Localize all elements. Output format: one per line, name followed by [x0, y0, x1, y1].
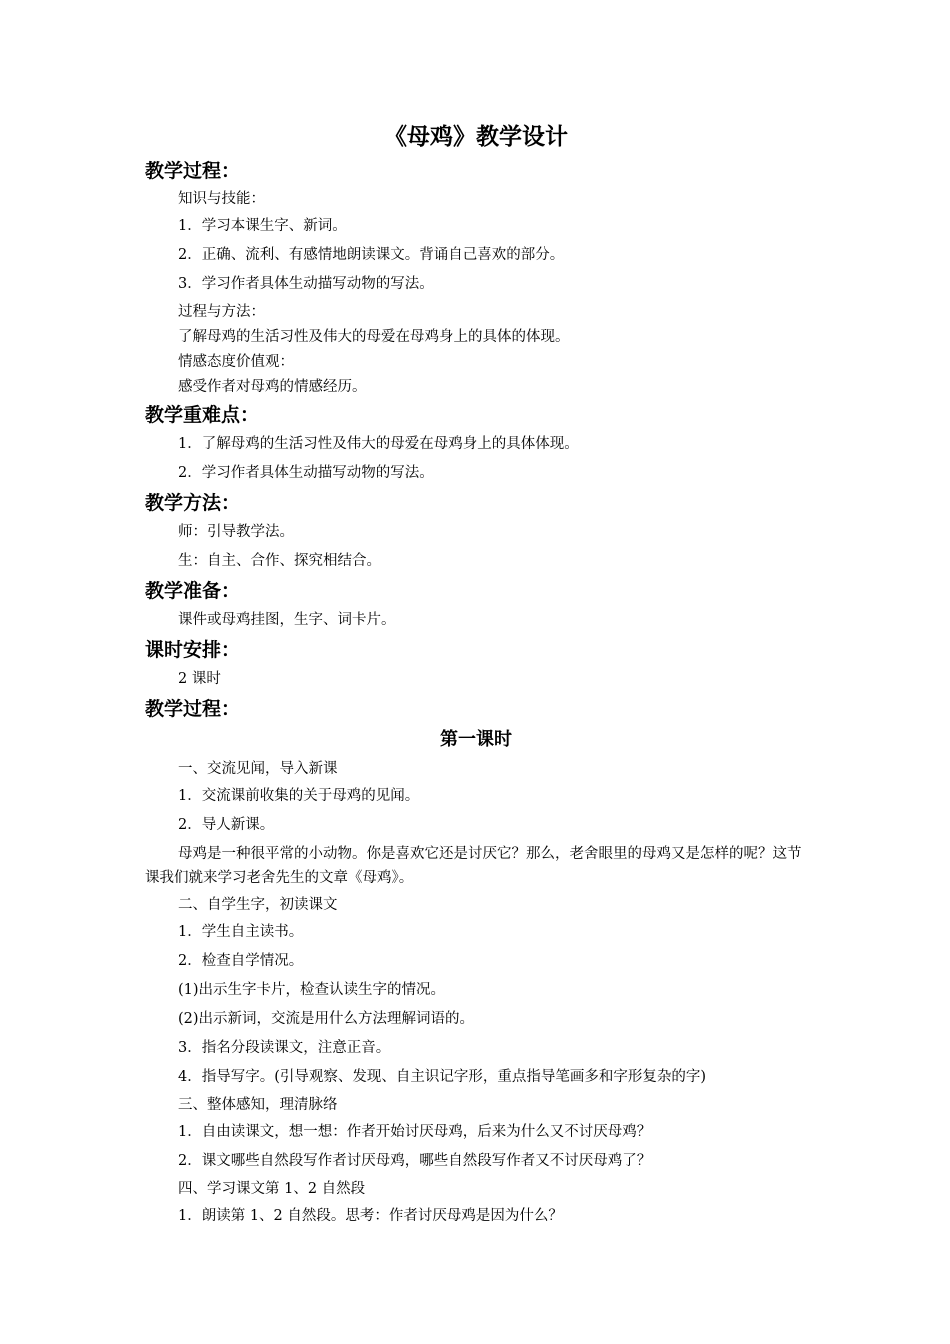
list-item: 3．指名分段读课文，注意正音。 [178, 1040, 391, 1056]
document-title: 《母鸡》教学设计 [384, 123, 568, 150]
list-item: 1．朗读第 1、2 自然段。思考：作者讨厌母鸡是因为什么？ [178, 1208, 563, 1224]
list-item: 2．导人新课。 [178, 817, 275, 833]
schedule-text: 2 课时 [178, 671, 221, 687]
emotion-label: 情感态度价值观： [178, 354, 294, 370]
section-heading-process-2: 教学过程： [145, 698, 241, 720]
list-item: 2．课文哪些自然段写作者讨厌母鸡，哪些自然段写作者又不讨厌母鸡了？ [178, 1153, 652, 1169]
list-item: (1)出示生字卡片，检查认读生字的情况。 [178, 982, 446, 998]
section-heading-key-points: 教学重难点： [145, 404, 260, 426]
part-heading: 二、自学生字，初读课文 [178, 897, 338, 913]
lesson-title: 第一课时 [440, 729, 512, 750]
list-item: 2．检查自学情况。 [178, 953, 304, 969]
list-item: 1．交流课前收集的关于母鸡的见闻。 [178, 788, 420, 804]
section-heading-methods: 教学方法： [145, 492, 241, 514]
method-student: 生：自主、合作、探究相结合。 [178, 553, 381, 569]
part-heading: 一、交流见闻，导入新课 [178, 761, 338, 777]
method-text: 了解母鸡的生活习性及伟大的母爱在母鸡身上的具体的体现。 [178, 329, 570, 345]
knowledge-label: 知识与技能： [178, 191, 265, 207]
part-heading: 四、学习课文第 1、2 自然段 [178, 1181, 366, 1197]
knowledge-item: 3．学习作者具体生动描写动物的写法。 [178, 276, 434, 292]
section-heading-preparation: 教学准备： [145, 580, 241, 602]
preparation-text: 课件或母鸡挂图，生字、词卡片。 [178, 612, 396, 628]
list-item: 1．学生自主读书。 [178, 924, 304, 940]
knowledge-item: 2．正确、流利、有感情地朗读课文。背诵自己喜欢的部分。 [178, 247, 565, 263]
intro-paragraph: 母鸡是一种很平常的小动物。你是喜欢它还是讨厌它？那么，老舍眼里的母鸡又是怎样的呢？这节课我们就来学习老舍先生的文章《母鸡》。 [145, 846, 802, 886]
method-label: 过程与方法： [178, 304, 265, 320]
list-item: (2)出示新词，交流是用什么方法理解词语的。 [178, 1011, 475, 1027]
section-heading-schedule: 课时安排： [145, 639, 241, 661]
list-item: 4．指导写字。(引导观察、发现、自主识记字形，重点指导笔画多和字形复杂的字) [178, 1069, 707, 1085]
key-point-item: 2．学习作者具体生动描写动物的写法。 [178, 465, 434, 481]
section-heading-process: 教学过程： [145, 160, 241, 182]
emotion-text: 感受作者对母鸡的情感经历。 [178, 379, 367, 395]
part-heading: 三、整体感知，理清脉络 [178, 1097, 338, 1113]
method-teacher: 师：引导教学法。 [178, 524, 294, 540]
document-page [145, 118, 807, 1231]
key-point-item: 1．了解母鸡的生活习性及伟大的母爱在母鸡身上的具体体现。 [178, 436, 579, 452]
knowledge-item: 1．学习本课生字、新词。 [178, 218, 347, 234]
list-item: 1．自由读课文，想一想：作者开始讨厌母鸡，后来为什么又不讨厌母鸡？ [178, 1124, 652, 1140]
